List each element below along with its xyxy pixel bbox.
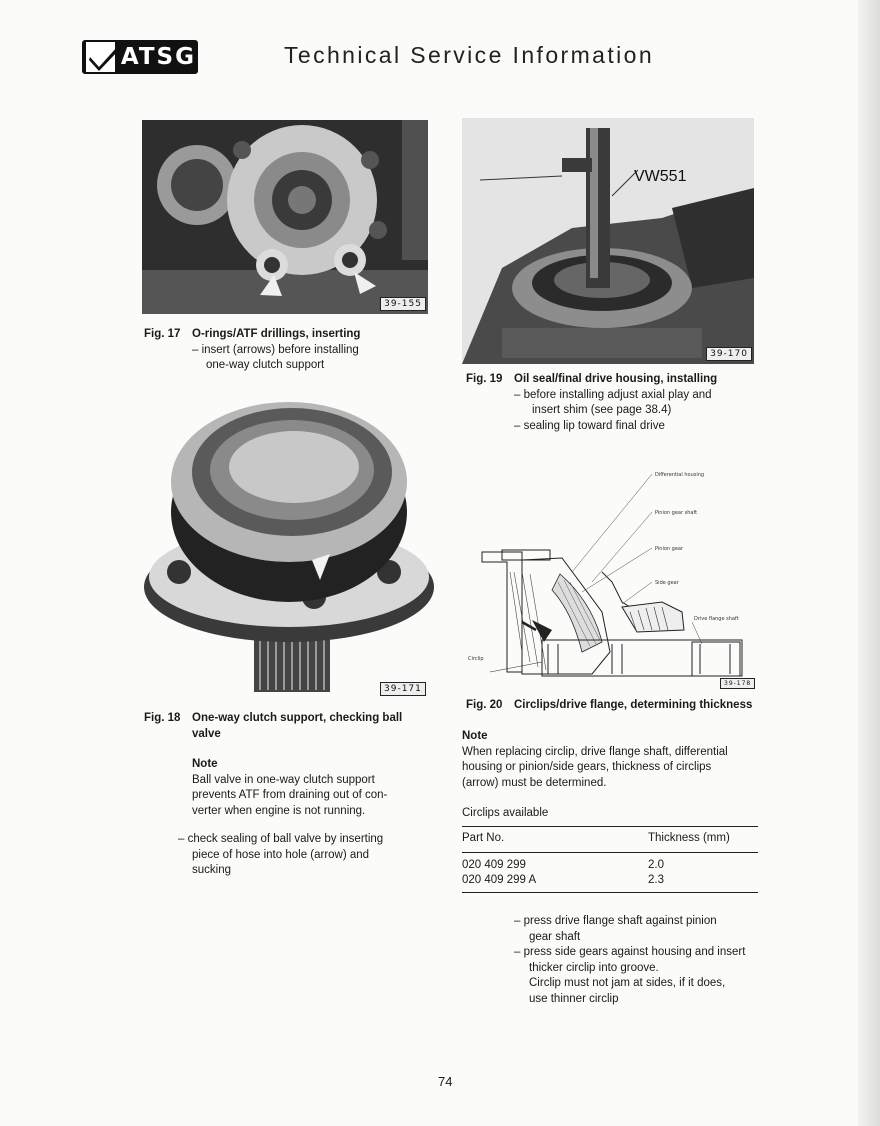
- fig20-label-circlip: Circlip: [468, 656, 484, 662]
- page-title: Technical Service Information: [284, 42, 655, 68]
- fig18-note-line: verter when engine is not running.: [192, 804, 366, 817]
- fig18-note-heading: Note: [192, 758, 218, 770]
- fig18-step-line: piece of hose into hole (arrow) and: [192, 848, 370, 861]
- fig18-note: [192, 757, 452, 819]
- fig19-caption: [466, 372, 766, 434]
- step-line: thicker circlip into groove.: [529, 961, 659, 974]
- table-header-thickness: Thickness (mm): [648, 832, 730, 844]
- table-header-part-no: Part No.: [462, 832, 505, 844]
- fig20-diagram: [462, 462, 760, 694]
- fig18-title-line1: One-way clutch support, checking ball: [192, 712, 403, 724]
- table-row: [462, 873, 758, 888]
- fig19-tool-label: VW551: [634, 168, 687, 185]
- fig17-photo: [142, 120, 428, 314]
- fig19-line: – sealing lip toward final drive: [514, 419, 665, 432]
- table-cell-part-no: 020 409 299: [462, 859, 526, 871]
- fig17-number: Fig. 17: [144, 328, 181, 340]
- fig18-note-line: prevents ATF from draining out of con-: [192, 789, 388, 801]
- fig20-label-differential-housing: Differential housing: [655, 472, 705, 478]
- fig18-step-line: sucking: [192, 864, 231, 876]
- fig19-title: Oil seal/final drive housing, installing: [514, 373, 718, 385]
- fig19-photo: [462, 118, 754, 364]
- step-line: – press drive flange shaft against pinion: [514, 915, 717, 927]
- fig18-photo-code: 39-171: [380, 682, 426, 696]
- fig19-line: insert shim (see page 38.4): [532, 404, 672, 416]
- fig20-label-pinion-gear-shaft: Pinion gear shaft: [655, 510, 698, 516]
- fig17-title: O-rings/ATF drillings, inserting: [192, 328, 361, 340]
- step-line: gear shaft: [529, 930, 581, 943]
- step-line: – press side gears against housing and insert: [514, 946, 746, 958]
- fig20-diagram-code: 39-178: [720, 678, 755, 689]
- fig17-line2: one-way clutch support: [206, 359, 325, 371]
- circlip-note-heading: Note: [462, 730, 488, 742]
- fig17-photo-code: 39-155: [380, 297, 426, 311]
- table-row: [462, 858, 758, 873]
- fig20-number: Fig. 20: [466, 699, 503, 711]
- fig20-label-pinion-gear: Pinion gear: [655, 546, 684, 552]
- table-cell-thickness: 2.0: [648, 859, 664, 871]
- checkmark-icon: [86, 42, 115, 72]
- fig18-step-line: – check sealing of ball valve by inserting: [178, 833, 384, 845]
- procedure-steps: [514, 914, 784, 1007]
- circlip-note-line: (arrow) must be determined.: [462, 776, 607, 789]
- fig20-label-side-gear: Side gear: [655, 580, 679, 586]
- fig20-caption: [466, 698, 766, 714]
- fig20-title: Circlips/drive flange, determining thickness: [514, 699, 753, 711]
- table-header-row: [462, 827, 758, 852]
- logo-text: ATSG: [120, 44, 196, 70]
- fig17-line1: – insert (arrows) before installing: [192, 343, 359, 356]
- fig18-caption: [144, 711, 444, 742]
- circlip-note: [462, 729, 772, 791]
- table-cell-thickness: 2.3: [648, 874, 664, 886]
- fig18-title-line2: valve: [192, 727, 221, 740]
- circlip-note-line: When replacing circlip, drive flange shaft, differential: [462, 745, 728, 758]
- step-line: Circlip must not jam at sides, if it does,: [529, 977, 726, 989]
- fig19-number: Fig. 19: [466, 373, 503, 385]
- fig20-label-drive-flange-shaft: Drive flange shaft: [694, 616, 739, 622]
- table-cell-part-no: 020 409 299 A: [462, 874, 537, 886]
- atsg-logo: [82, 40, 198, 74]
- circlips-caption: Circlips available: [462, 807, 549, 819]
- table-bottom-rule: [462, 892, 758, 893]
- circlip-note-line: housing or pinion/side gears, thickness of circlips: [462, 761, 712, 773]
- page-edge-shadow: [858, 0, 880, 1126]
- fig19-line: – before installing adjust axial play and: [514, 388, 712, 401]
- fig18-photo: [144, 382, 434, 700]
- fig19-photo-code: 39-170: [706, 347, 752, 361]
- fig17-caption: [144, 327, 444, 374]
- fig18-note-line: Ball valve in one-way clutch support: [192, 773, 375, 786]
- fig18-step: [178, 832, 448, 879]
- circlips-table: [462, 826, 758, 893]
- page-number: 74: [438, 1074, 453, 1089]
- step-line: use thinner circlip: [529, 992, 619, 1005]
- fig18-number: Fig. 18: [144, 712, 181, 724]
